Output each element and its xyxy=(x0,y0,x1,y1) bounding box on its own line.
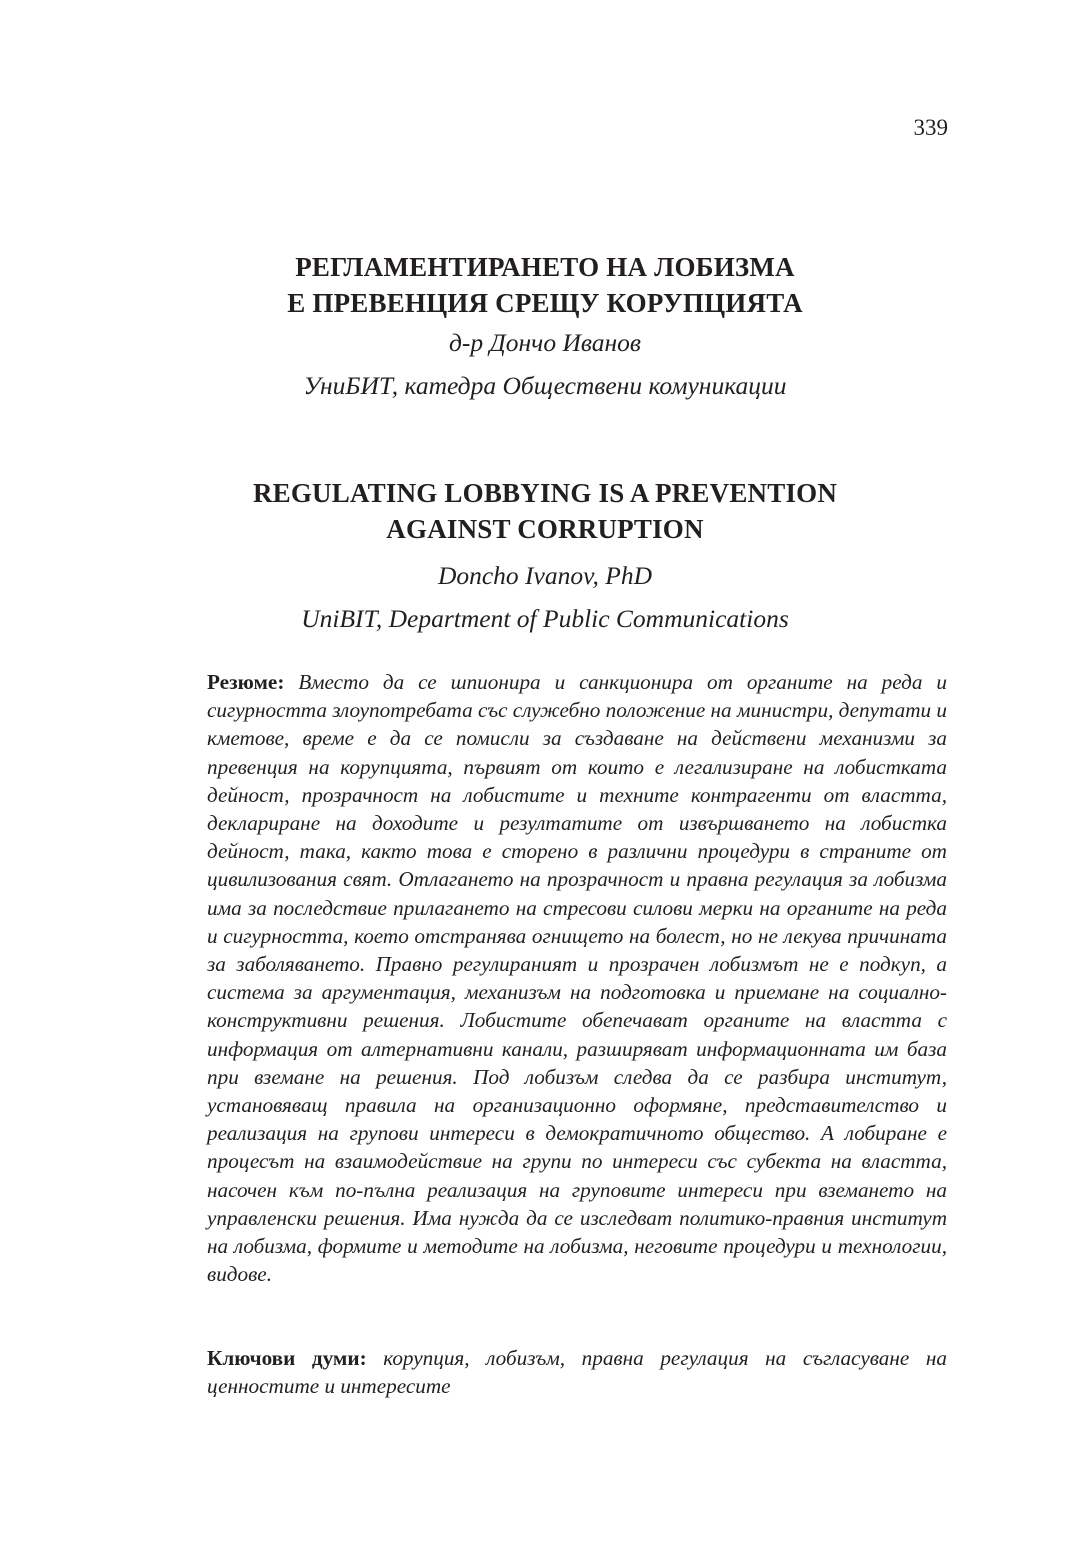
bulgarian-title-block xyxy=(0,249,1080,407)
english-author: Doncho Ivanov, PhD xyxy=(437,561,653,590)
english-title-block xyxy=(0,475,1080,640)
abstract-paragraph xyxy=(207,668,947,1288)
abstract-text: Вместо да се шпионира и санкционира от органите на реда и сигурността злоупотребата със служебно положение на министри, депутати и кметове, време е да се помисли за създаване на действени механизми за превенция на корупцията, първият от които е легализиране на лобистката дейност, прозрачност на лобистите и техните контрагенти от властта, деклариране на доходите и резултатите от извършването на лобистка дейност, така, както това е сторено в различни процедури в страните от цивилизования свят. Отлагането на прозрачност и правна регулация за лобизма има за последствие прилагането на стресови силови мерки на органите на реда и сигурността, което отстранява огнището на болест, но не лекува причината за заболяването. Правно регулираният и прозрачен лобизмът не е подкуп, а система за аргументация, механизъм на подготовка и приемане на социално-конструктивни решения. Лобистите обепечават органите на властта с информация от алтернативни канали, разширяват информационната им база при вземане на решения. Под лобизъм следва да се разбира институт, установяващ правила на организационно оформяне, представителство и реализация на групови интереси в демократичното общество. А лобиране е процесът на взаимодействие на групи по интереси със субекта на властта, насочен към по-пълна реализация на груповите интереси при вземането на управленски решения. Има нужда да се изследват политико-правния институт на лобизма, формите и методите на лобизма, неговите процедури и технологии, видове. xyxy=(207,670,947,1287)
english-title-line-2: AGAINST CORRUPTION xyxy=(386,514,704,544)
english-title-line-1: REGULATING LOBBYING IS A PREVENTION xyxy=(252,478,838,508)
page-number: 339 xyxy=(913,115,948,140)
bulgarian-author: д-р Дончо Иванов xyxy=(449,328,641,357)
bulgarian-title-line-2: Е ПРЕВЕНЦИЯ СРЕЩУ КОРУПЦИЯТА xyxy=(287,288,803,318)
bulgarian-title-line-1: РЕГЛАМЕНТИРАНЕТО НА ЛОБИЗМА xyxy=(295,252,795,282)
keywords-label: Ключови думи: xyxy=(207,1346,384,1370)
bulgarian-affiliation: УниБИТ, катедра Обществени комуникации xyxy=(303,371,787,400)
abstract-label: Резюме: xyxy=(207,670,299,694)
english-affiliation: UniBIT, Department of Public Communications xyxy=(301,604,789,633)
keywords-text: корупция, лобизъм, правна регулация на съгласуване на ценностите и интересите xyxy=(207,1346,947,1399)
keywords-paragraph xyxy=(207,1344,947,1400)
